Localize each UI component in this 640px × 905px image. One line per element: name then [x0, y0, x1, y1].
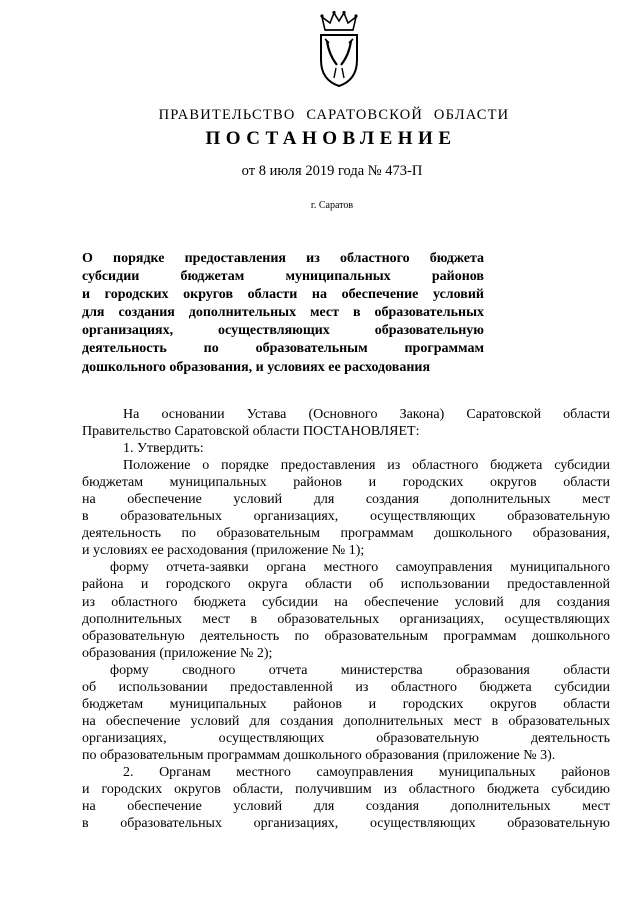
body-line: форму отчета-заявки органа местного самоуправления муниципального	[110, 560, 610, 576]
body-line: по образовательным программам дошкольного образования (приложение № 3).	[82, 747, 556, 763]
title-line: деятельность по образовательным программам	[82, 341, 484, 357]
body-line: на обеспечение условий для создания дополнительных мест	[82, 799, 610, 815]
decree-date-number: от 8 июля 2019 года № 473-П	[241, 163, 423, 179]
title-line: и городских округов области на обеспечение условий	[82, 287, 484, 303]
body-line: деятельность по образовательным программам дошкольного образования,	[82, 526, 610, 542]
coat-of-arms-emblem	[316, 10, 362, 88]
body-line: района и городского округа области об использовании предоставленной	[82, 577, 610, 593]
body-line: организациях, осуществляющих образовательную деятельность	[82, 730, 610, 746]
title-line: для создания дополнительных мест в образовательных	[82, 305, 484, 321]
place-of-issue: г. Саратов	[310, 200, 354, 211]
document-type-heading: ПОСТАНОВЛЕНИЕ	[205, 128, 457, 149]
body-line: Положение о порядке предоставления из областного бюджета субсидии	[123, 458, 610, 474]
body-line: На основании Устава (Основного Закона) Саратовской области	[123, 407, 610, 422]
body-line: об использовании предоставленной из областного бюджета субсидии	[82, 679, 610, 695]
decree-body	[82, 406, 610, 832]
body-line: бюджетам муниципальных районов и городских округов области	[82, 696, 610, 712]
body-line: в образовательных организациях, осуществляющих образовательную	[82, 509, 610, 525]
body-line: 1. Утвердить:	[123, 441, 204, 457]
body-line: образовательную деятельность по образовательным программам дошкольного	[82, 628, 610, 644]
body-line: на обеспечение условий для создания дополнительных мест	[82, 492, 610, 508]
body-line: и условиях ее расходования (приложение № 1);	[82, 543, 365, 559]
title-line: организациях, осуществляющих образовательную	[82, 323, 484, 339]
body-line: Правительство Саратовской области ПОСТАНОВЛЯЕТ:	[82, 424, 420, 440]
body-line: дополнительных мест в образовательных организациях, осуществляющих	[82, 611, 610, 627]
body-line: из областного бюджета субсидии на обеспечение условий для создания	[82, 594, 610, 610]
title-line: О порядке предоставления из областного бюджета	[82, 251, 484, 266]
body-line: образования (приложение № 2);	[82, 645, 273, 661]
body-line: на обеспечение условий для создания дополнительных мест в образовательных	[82, 713, 610, 729]
body-line: и городских округов области, получившим из областного бюджета субсидию	[82, 782, 610, 798]
government-name: ПРАВИТЕЛЬСТВО САРАТОВСКОЙ ОБЛАСТИ	[158, 107, 510, 123]
body-line: 2. Органам местного самоуправления муниципальных районов	[123, 764, 610, 780]
decree-title	[82, 250, 484, 377]
body-line: в образовательных организациях, осуществляющих образовательную	[82, 816, 610, 832]
title-line: дошкольного образования, и условиях ее расходования	[82, 359, 431, 375]
body-line: форму сводного отчета министерства образования области	[110, 662, 610, 678]
body-line: бюджетам муниципальных районов и городских округов области	[82, 475, 610, 491]
title-line: субсидии бюджетам муниципальных районов	[82, 269, 484, 285]
